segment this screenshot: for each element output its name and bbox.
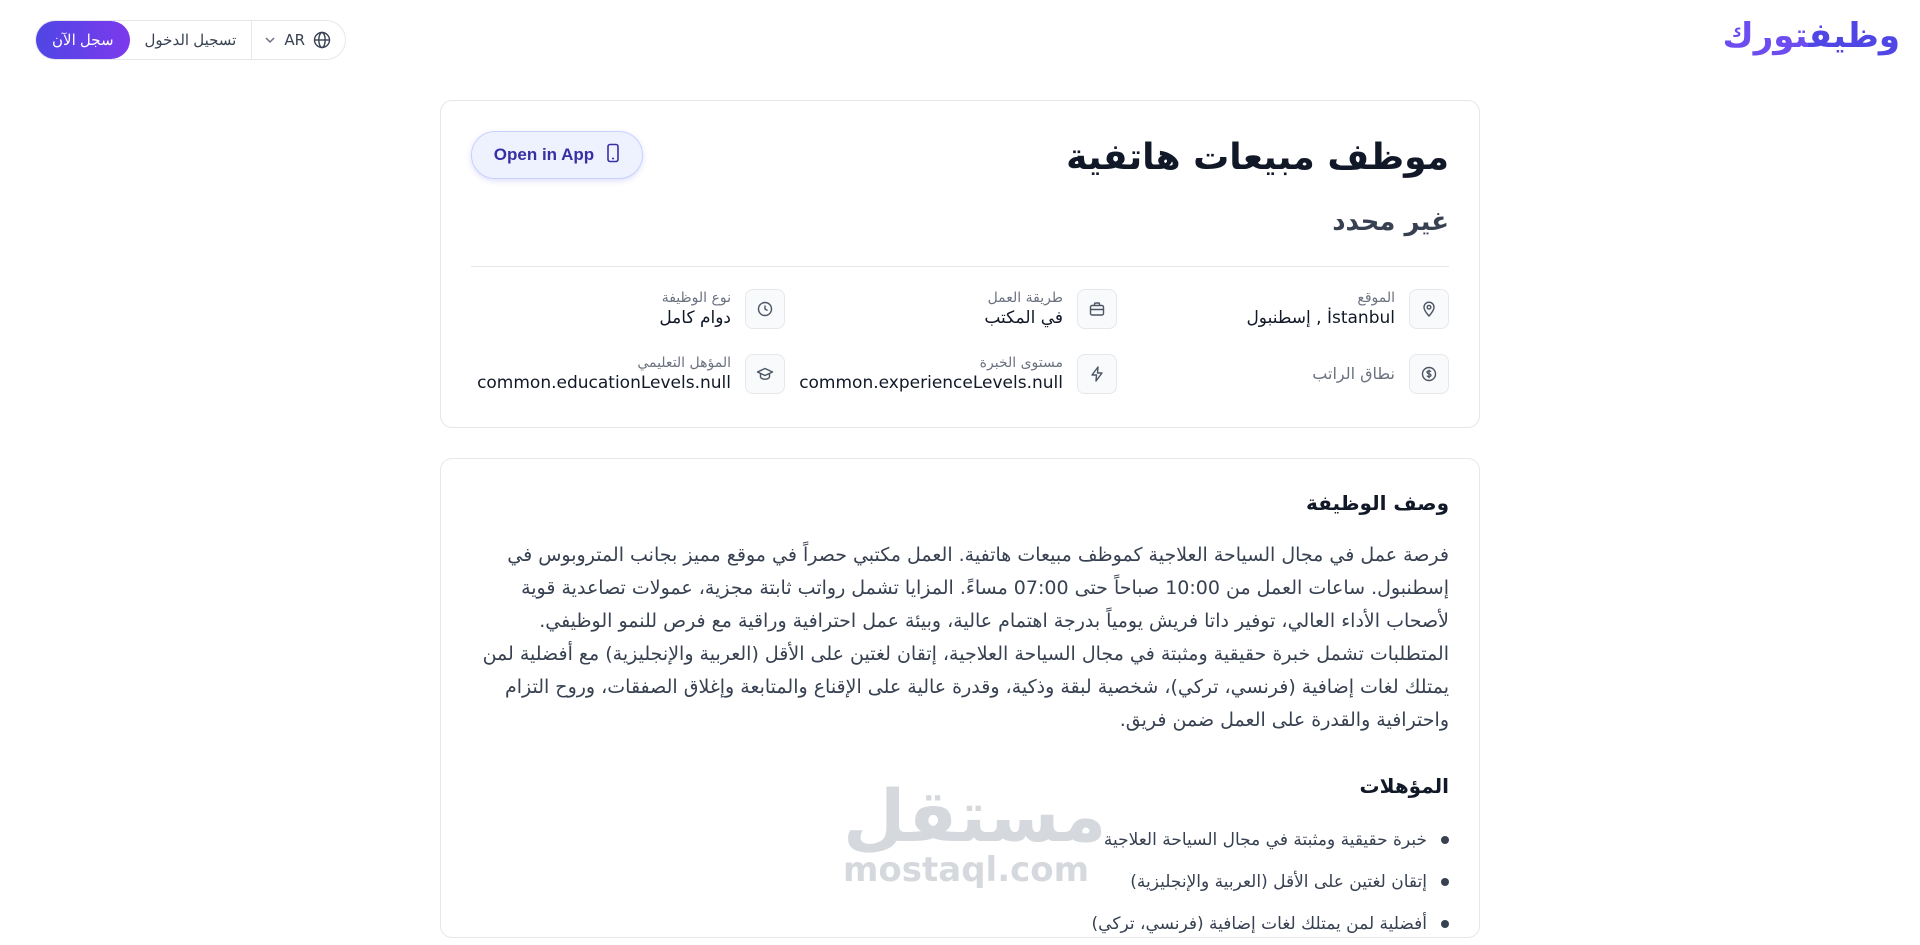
globe-icon	[313, 31, 331, 49]
dollar-icon	[1409, 354, 1449, 394]
education-label: المؤهل التعليمي	[637, 355, 731, 371]
description-text: فرصة عمل في مجال السياحة العلاجية كموظف مبيعات هاتفية. العمل مكتبي حصراً في موقع مميز بجانب المتروبوس في إسطنبول. ساعات العمل من 10:00 صباحاً حتى 07:00 مساءً. المزايا تشمل رواتب ثابتة مجزية، عمولات تصاعدية قوية لأصحاب الأداء العالي، توفير داتا فريش يومياً بدرجة اهتمام عالية، وبيئة عمل احترافية وراقية مع فرص للنمو الوظيفي. المتطلبات تشمل خبرة حقيقية ومثبتة في مجال السياحة العلاجية، إتقان لغتين على الأقل (العربية والإنجليزية) مع أفضلية لمن يمتلك لغات إضافية (فرنسي، تركي)، شخصية لبقة وذكية، وقدرة عالية على الإقناع والمتابعة وإغلاق الصفقات، وروح التزام واحترافية والقدرة على العمل ضمن فريق.	[482, 544, 1449, 731]
chevron-down-icon	[264, 34, 276, 46]
open-in-app-button[interactable]	[471, 131, 643, 179]
job-salary: غير محدد	[1332, 207, 1449, 237]
job-summary-card	[440, 100, 1480, 428]
bullet	[1441, 836, 1449, 844]
job-type-label: نوع الوظيفة	[661, 290, 731, 306]
bullet	[1441, 878, 1449, 886]
briefcase-icon	[1077, 289, 1117, 329]
header-controls	[35, 20, 346, 60]
language-label: AR	[284, 31, 306, 49]
language-selector[interactable]	[252, 21, 345, 59]
bullet	[1441, 920, 1449, 928]
work-mode-value: في المكتب	[984, 308, 1063, 328]
list-item	[1092, 819, 1449, 861]
register-button[interactable]: سجل الآن	[36, 21, 130, 59]
qualification-text: أفضلية لمن يمتلك لغات إضافية (فرنسي، تركي)	[1091, 914, 1427, 934]
detail-job-type	[659, 289, 785, 329]
location-value: إسطنبول , İstanbul	[1246, 308, 1395, 328]
detail-location	[1246, 289, 1449, 329]
login-button[interactable]: تسجيل الدخول	[130, 21, 253, 59]
site-logo[interactable]	[1723, 16, 1900, 56]
detail-education	[477, 354, 785, 394]
graduation-cap-icon	[745, 354, 785, 394]
open-in-app-label: Open in App	[493, 145, 595, 164]
phone-icon	[606, 143, 620, 168]
detail-experience	[799, 354, 1117, 394]
qualification-text: خبرة حقيقية ومثبتة في مجال السياحة العلاجية	[1103, 830, 1427, 850]
watermark-arabic: مستقل	[843, 774, 1107, 858]
logo-part-1: وظيف	[1808, 16, 1900, 56]
description-title: وصف الوظيفة	[1306, 491, 1449, 515]
salary-range-label: نطاق الراتب	[1312, 364, 1395, 383]
watermark-url: mostaql.com	[843, 850, 1090, 890]
education-value: common.educationLevels.null	[477, 373, 731, 393]
list-item	[1092, 861, 1449, 903]
location-label: الموقع	[1357, 290, 1395, 306]
qualifications-title: المؤهلات	[1359, 774, 1449, 798]
work-mode-label: طريقة العمل	[987, 290, 1063, 306]
detail-salary-range	[1312, 354, 1449, 394]
list-item	[1092, 903, 1449, 945]
logo-part-2: تورك	[1722, 16, 1809, 56]
divider	[471, 266, 1449, 267]
watermark	[843, 774, 1107, 890]
qualification-text: إتقان لغتين على الأقل (العربية والإنجليزية)	[1130, 872, 1427, 892]
experience-value: common.experienceLevels.null	[799, 373, 1063, 393]
clock-icon	[745, 289, 785, 329]
detail-work-mode	[984, 289, 1117, 329]
job-title: موظف مبيعات هاتفية	[1066, 137, 1449, 178]
map-pin-icon	[1409, 289, 1449, 329]
job-type-value: دوام كامل	[659, 308, 731, 328]
bolt-icon	[1077, 354, 1117, 394]
experience-label: مستوى الخبرة	[979, 355, 1063, 371]
qualifications-list	[1092, 819, 1449, 945]
